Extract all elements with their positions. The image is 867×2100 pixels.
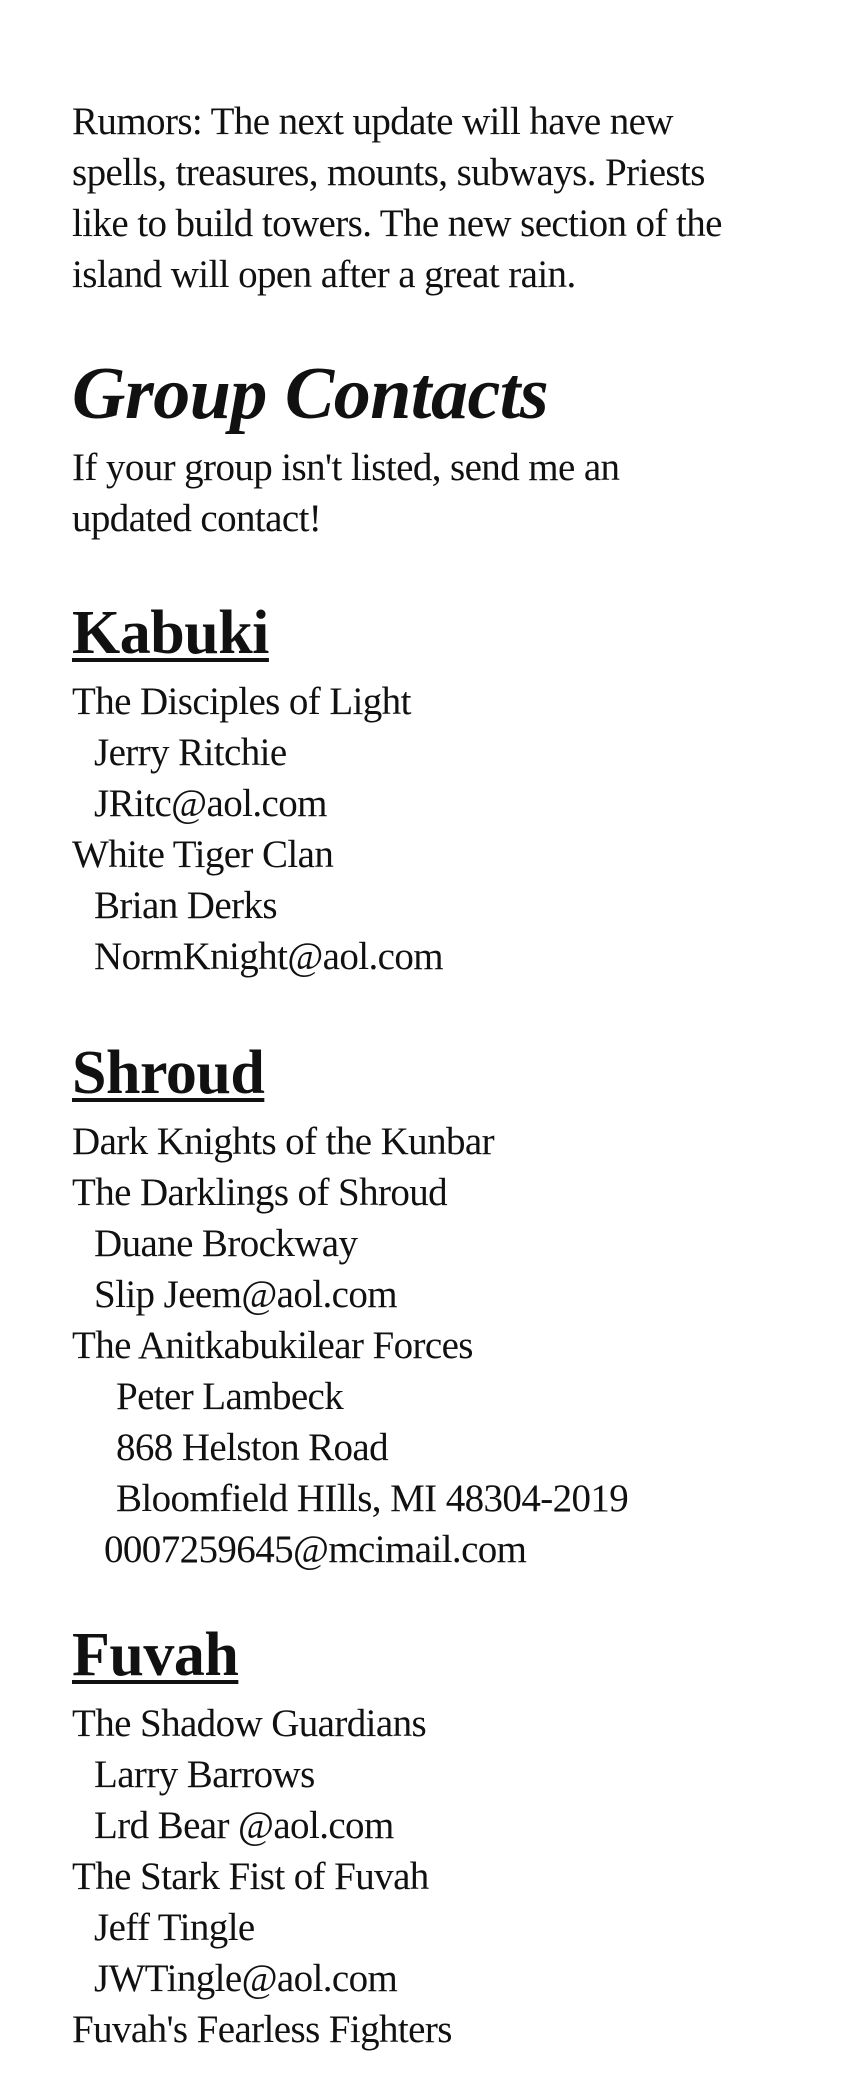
contact-name: Duane Brockway (94, 1222, 358, 1265)
rumors-line: like to build towers. The new section of the (72, 202, 722, 245)
contact-name: Jeff Tingle (94, 1906, 255, 1949)
group-name: The Shadow Guardians (72, 1702, 427, 1745)
contact-email: Slip Jeem@aol.com (94, 1273, 397, 1316)
contact-address: 868 Helston Road (116, 1426, 389, 1469)
group-name: The Darklings of Shroud (72, 1171, 448, 1214)
contact-email: 0007259645@mcimail.com (104, 1528, 527, 1571)
group-name: The Disciples of Light (72, 680, 411, 723)
contact-email: NormKnight@aol.com (94, 935, 443, 978)
intro-line: updated contact! (72, 497, 322, 540)
group-name: White Tiger Clan (72, 833, 334, 876)
contact-name: Brian Derks (94, 884, 277, 927)
intro-line: If your group isn't listed, send me an (72, 446, 620, 489)
region-heading-shroud: Shroud (72, 1039, 265, 1107)
group-name: The Stark Fist of Fuvah (72, 1855, 429, 1898)
contact-address: Bloomfield HIlls, MI 48304-2019 (116, 1477, 629, 1520)
group-contacts-heading: Group Contacts (72, 353, 549, 435)
contact-name: Peter Lambeck (116, 1375, 344, 1418)
rumors-line: island will open after a great rain. (72, 253, 576, 296)
group-name: Dark Knights of the Kunbar (72, 1120, 494, 1163)
contact-email: Lrd Bear @aol.com (94, 1804, 394, 1847)
region-heading-fuvah: Fuvah (72, 1621, 239, 1689)
group-name: The Anitkabukilear Forces (72, 1324, 473, 1367)
region-shroud (72, 1038, 832, 1575)
region-kabuki (72, 598, 832, 982)
rumors-line: Rumors: The next update will have new (72, 100, 673, 143)
contact-name: Jerry Ritchie (94, 731, 287, 774)
region-fuvah (72, 1620, 832, 2055)
rumors-paragraph (72, 96, 832, 300)
rumors-line: spells, treasures, mounts, subways. Priests (72, 151, 705, 194)
region-heading-kabuki: Kabuki (72, 599, 269, 667)
group-contacts-intro (72, 442, 619, 544)
contact-email: JWTingle@aol.com (94, 1957, 398, 2000)
contact-email: JRitc@aol.com (94, 782, 327, 825)
contact-name: Larry Barrows (94, 1753, 315, 1796)
group-name: Fuvah's Fearless Fighters (72, 2008, 452, 2051)
